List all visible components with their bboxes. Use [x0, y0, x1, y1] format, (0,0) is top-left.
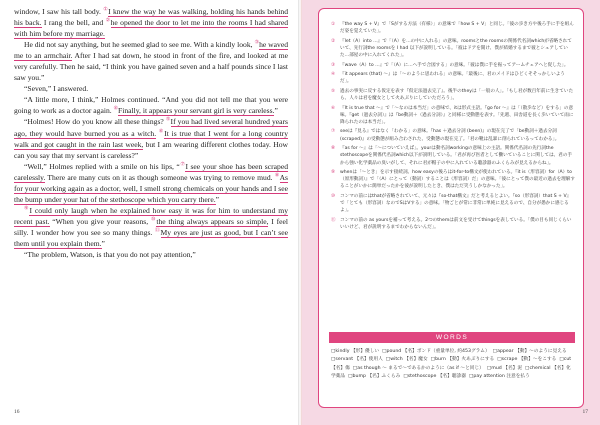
- vocab-entry: □appear 【動】〜のように見える: [492, 349, 567, 354]
- notes-list: [331, 21, 575, 234]
- vocab-entry: □pound 【名】ポンド（重量単位, 約453グラム）: [382, 349, 490, 354]
- story-text-run: There are many cuts on it as though someone was trying to remove mud.: [45, 172, 275, 182]
- story-text-run: I feel silly. I wonder how you see so many things.: [14, 216, 289, 237]
- note-marker: ④: [113, 106, 119, 112]
- note-number: ⑨: [331, 170, 336, 176]
- note-marker: ⑩: [150, 217, 157, 223]
- note-text: 過去の事実に反する仮定を表す『仮定法過去完了』。後半のtheyは「一般の人」。「もし君が数百年前に生きていたら、人々は君を魔女として火あぶりにしていただろう」。: [340, 88, 574, 102]
- story-paragraph: [14, 94, 288, 116]
- story-text-run: “A little more, I think,” Holmes continued. “And you did not tell me that you were going to work as a doctor again.: [14, 95, 288, 116]
- words-list: [331, 348, 575, 382]
- note-number: ③: [331, 62, 336, 68]
- underlined-sentence: I knew the way he was walking, holding his hands behind his back.: [14, 7, 288, 28]
- story-paragraph: [14, 205, 288, 249]
- note-marker: ①: [103, 7, 109, 13]
- words-heading: WORDS: [329, 332, 575, 343]
- story-text-run: “The problem, Watson, is that you do not pay attention,”: [24, 250, 196, 260]
- vocab-entry: □witch 【名】魔女: [385, 357, 428, 363]
- note-item: [331, 169, 575, 191]
- note-text: 『as for 〜』は「〜についていえば」。yourは動名詞workingの意味上の主語。関係代名詞の先行詞the stethoscopeを関係代名詞which以下が説明している。「君が再び医者として働いていることに関しては、君の手から強い化学薬品の臭いがして、それに君が帽子の中に入れている聴診器のふくらみが見えるからね」。: [340, 146, 573, 166]
- note-item: [331, 88, 575, 102]
- story-text-run: “Seven,” I answered.: [24, 84, 89, 94]
- note-text: 『it appears (that) 〜』は「〜のように思われる」の意味。「最後に、君のメイドはひどくそそっかしいようだ」。: [340, 72, 565, 85]
- note-item: [331, 62, 575, 69]
- story-paragraph: [14, 116, 288, 160]
- note-text: 『wave（A）to …』で「（A）に…へ手で合図する」の意味。「彼は僕に手を振ってアームチェアへと促した」。: [340, 62, 569, 68]
- vocab-entry: □cut 【名】傷: [331, 357, 572, 371]
- vocab-entry: □mud 【名】泥: [486, 365, 523, 371]
- story-text-run: I rang the bell, and: [41, 18, 106, 28]
- underlined-sentence: It is true that I went for a long country walk and got caught in the rain last week,: [14, 128, 288, 149]
- underlined-sentence: the thing always appears so simple,: [156, 216, 269, 226]
- note-number: ④: [331, 72, 336, 78]
- story-text-run: window, I saw his tall body.: [14, 7, 104, 16]
- underlined-sentence: he waved me to an armchair.: [14, 40, 289, 61]
- note-marker: ⑥: [158, 128, 165, 134]
- note-text: 『It is true that 〜』で「〜なのは本当だ」の意味で、itは形式主語。『go for 〜』は「（散歩など）をする」の意味。『get（過去分詞）』は『be動詞＋（過去分詞）』と同様に受動態を表す。「先週、田舎道を長く歩いていて雨に降られたのは本当だ」。: [340, 105, 574, 125]
- note-marker: ⑧: [274, 173, 280, 179]
- underlined-sentence: My eyes are just as good, but I can’t see them until you explain them.: [14, 227, 288, 248]
- note-item: [331, 217, 575, 231]
- note-number: ⑥: [331, 105, 336, 111]
- story-paragraph: [14, 39, 288, 83]
- note-item: [331, 105, 575, 127]
- vocab-entry: □as though 〜 まるで〜であるかのように（as if 〜と同じ）: [352, 365, 484, 371]
- story-text-run: “When you give your reasons,: [49, 216, 151, 226]
- note-number: ⑩: [331, 193, 336, 199]
- note-text: コンマの前の as yoursを補って考える。2つのthemは前文を受けてthingsを表している。「僕の目も同じくらいいいけど、君が説明するまでわからないんだ」。: [340, 217, 572, 231]
- note-marker: ②: [105, 18, 111, 24]
- note-item: [331, 193, 575, 215]
- story-paragraph: [14, 249, 288, 260]
- vocab-entry: □scrape 【動】〜をこする: [497, 357, 557, 363]
- vocab-entry: □pay attention 注意を払う: [468, 374, 530, 380]
- story-text-run: but I am wearing different clothes today. How can you say that my servant is careless?”: [14, 139, 288, 160]
- underlined-sentence: Finally, it appears your servant girl is very careless.: [118, 106, 275, 116]
- story-text-run: ”: [274, 106, 278, 116]
- note-number: ①: [331, 22, 336, 27]
- note-item: [331, 71, 575, 85]
- note-item: [331, 21, 575, 35]
- note-number: ②: [331, 38, 336, 44]
- vocab-entry: □stethoscope 【名】聴診器: [403, 374, 466, 380]
- note-marker: ⑨: [24, 206, 30, 212]
- page-number-left: 16: [14, 409, 20, 415]
- story-text-run: ”: [101, 238, 105, 248]
- underlined-sentence: I see your shoe has been scraped carelessly.: [14, 161, 288, 182]
- vocab-entry: □kindly 【形】優しい: [331, 349, 380, 354]
- page-number-right: 17: [582, 409, 588, 415]
- note-number: ⑤: [331, 88, 336, 94]
- vocab-entry: □chemical 【名】化学薬品: [331, 365, 571, 380]
- note-marker: ⑪: [154, 228, 161, 234]
- note-number: ⑧: [331, 146, 336, 152]
- story-text-run: ”: [215, 194, 219, 204]
- note-number: ⑪: [331, 217, 336, 223]
- note-text: seeは『見る』ではなく「わかる」の意味。『has ＋過去分詞 (been)』の現在完了で「be動詞＋過去分詞 (scraped)』の受動態が組み合わされた、受動態の現在完了。「君の靴は乱暴に削られているってわかる」。: [340, 129, 560, 142]
- story-text-run: He did not say anything, but he seemed glad to see me. With a kindly look,: [24, 40, 255, 50]
- note-item: [331, 38, 575, 60]
- underlined-sentence: he opened the door to let me into the rooms I had shared with him before my marriage.: [14, 18, 288, 39]
- note-number: ⑦: [331, 129, 336, 135]
- note-item: [331, 145, 575, 167]
- story-text-run: After I had sat down, he stood in front of the fire, and looked at me very carefully. Then he said, “I think you have gained seven and a half pounds since I last saw you.”: [14, 51, 288, 83]
- underlined-sentence: If you had lived several hundred years ago, they would have burned you as a witch.: [14, 117, 288, 138]
- story-text-run: “Well,” Holmes replied with a smile on his lips, “: [24, 161, 180, 171]
- notes-card: [318, 8, 584, 408]
- note-text: 『the way S + V』で「Sがする方法（有様）」の意味で「how S + V」と同じ。「彼の歩き方や後ろ手に手を組んだ姿を覚えていた」。: [340, 22, 574, 35]
- underlined-sentence: I could only laugh when he explained how easy it was for him to understand my recent past.: [14, 205, 288, 226]
- vocab-entry: □bump 【名】ふくらみ: [348, 374, 401, 380]
- underlined-sentence: As for your working again as a doctor, well, I smell strong chemicals on your hands and I see the bump under your hat of the stethoscope which you carry there.: [14, 172, 289, 204]
- story-text: [14, 6, 288, 260]
- note-marker: ③: [254, 40, 260, 46]
- note-text: whenは「〜とき」を示す接続詞。how easyの後ろはit-for-to構文が使われている。『it is（形容詞）for（A）to（原形動詞）』で「（A）にとって（動詞）することは（形容詞）だ」の意味。「彼にとって僕の最近の過去を理解することがいかに簡単だったかを彼が説明したとき、僕はただ笑うしかなかった」。: [340, 170, 575, 190]
- book-gutter: [298, 0, 302, 425]
- story-paragraph: [14, 6, 288, 39]
- story-paragraph: [14, 83, 288, 94]
- story-text-run: “Holmes! How do you know all these things?: [24, 117, 166, 127]
- note-marker: ⑤: [165, 117, 171, 123]
- note-text: 『let（A）into …』で「（A）を…の中に入れる」の意味。roomsとthe roomsの関係代名詞whichが省略されていて、先行詞the roomsを I had 以下が説明している。「彼はドアを開け、僕が結婚するまで彼とシェアしていた…部屋の中に入れてくれた」。: [340, 38, 572, 59]
- note-text: コンマの前にはthatが省略されていて、元々は『so-that構文』だと考えるとよい。『so（形容詞）that S + V』で「とても（形容詞）なのでSはVする」の意味。「物ごとが常に非常に単純に見えるので、自分が愚かに感じるよ」。: [340, 193, 572, 214]
- note-item: [331, 128, 575, 142]
- note-marker: ⑦: [179, 162, 186, 168]
- story-paragraph: [14, 161, 288, 205]
- vocab-entry: □servant 【名】使用人: [331, 357, 383, 363]
- vocab-entry: □burn 【動】火あぶりにする: [430, 357, 495, 363]
